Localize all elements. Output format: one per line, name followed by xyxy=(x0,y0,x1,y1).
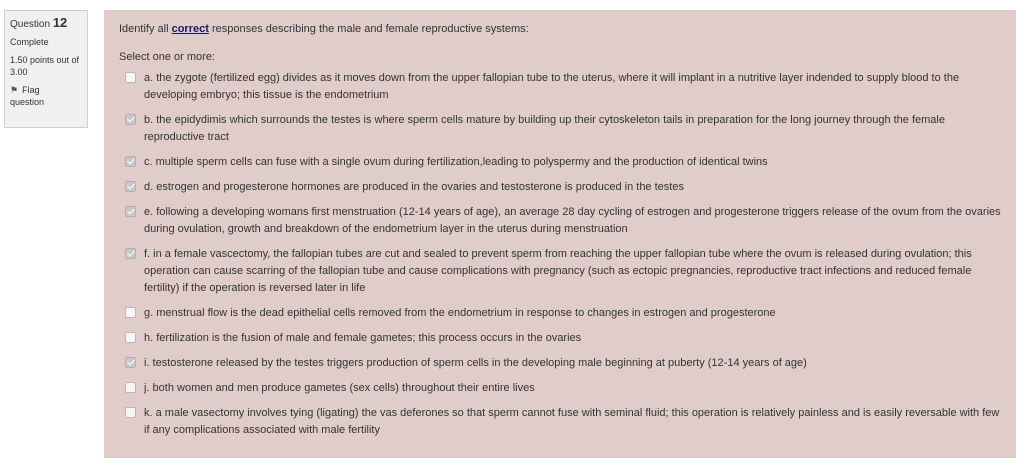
answer-option-text: e. following a developing womans first menstruation (12-14 years of age), an average 28 day cycling of estrogen and progesterone triggers release of the ovum from the ovaries during ovulation, growth and breakdown of the endometrium layer in the uterus during menstruation xyxy=(144,206,1001,235)
answer-checkbox[interactable] xyxy=(125,206,136,217)
answer-prompt: Select one or more: xyxy=(119,51,215,63)
answer-option-text: j. both women and men produce gametes (sex cells) throughout their entire lives xyxy=(144,382,535,394)
answer-option-text: a. the zygote (fertilized egg) divides as it moves down from the upper fallopian tube to the uterus, where it will implant in a nutritive layer indended to supply blood to the developing embryo; this tissue is the endometrium xyxy=(144,72,960,101)
answer-option[interactable] xyxy=(119,405,1001,439)
answer-option[interactable] xyxy=(119,380,1001,397)
answer-option[interactable] xyxy=(119,355,1001,372)
question-content xyxy=(104,10,1016,458)
answer-checkbox[interactable] xyxy=(125,357,136,368)
flag-label: Flag xyxy=(22,85,40,95)
question-label: Question xyxy=(10,19,51,30)
answer-option[interactable] xyxy=(119,246,1001,297)
answer-option-text: h. fertilization is the fusion of male and female gametes; this process occurs in the ovaries xyxy=(144,332,582,344)
answer-checkbox[interactable] xyxy=(125,307,136,318)
answer-list xyxy=(119,70,1001,439)
flag-icon: ⚑ xyxy=(10,85,19,95)
answer-checkbox[interactable] xyxy=(125,332,136,343)
answer-option-text: c. multiple sperm cells can fuse with a single ovum during fertilization,leading to polyspermy and the production of identical twins xyxy=(144,156,768,168)
answer-checkbox[interactable] xyxy=(125,72,136,83)
answer-option[interactable] xyxy=(119,204,1001,238)
answer-option-text: f. in a female vascectomy, the fallopian tubes are cut and sealed to prevent sperm from reaching the upper fallopian tube where the ovum is released during ovulation; this operation can cause scarring of the fallopian tube and cause complications with pregnancy (such as ectopic pregnancies, reproductive tract infections and reduced female fertility) if the operation is reversed later in life xyxy=(144,248,972,294)
answer-checkbox[interactable] xyxy=(125,407,136,418)
question-state: Complete xyxy=(10,37,49,47)
question-text-after: responses describing the male and female reproductive systems: xyxy=(208,23,529,35)
question-number-value: 12 xyxy=(52,15,68,30)
answer-option[interactable] xyxy=(119,112,1001,146)
answer-option-text: b. the epidydimis which surrounds the testes is where sperm cells mature by building up their cytoskeleton tails in preparation for the long journey through the female reproductive tract xyxy=(144,114,945,143)
answer-option-text: g. menstrual flow is the dead epithelial cells removed from the endometrium in response to changes in estrogen and progesterone xyxy=(144,307,776,319)
answer-option[interactable] xyxy=(119,70,1001,104)
answer-option-text: i. testosterone released by the testes triggers production of sperm cells in the developing male beginning at puberty (12-14 years of age) xyxy=(144,357,807,369)
question-info-panel xyxy=(4,10,88,128)
answer-option-text: d. estrogen and progesterone hormones are produced in the ovaries and testosterone is produced in the testes xyxy=(144,181,684,193)
answer-checkbox[interactable] xyxy=(125,114,136,125)
question-number xyxy=(10,16,82,32)
flag-question-link[interactable] xyxy=(10,84,82,108)
answer-option[interactable] xyxy=(119,305,1001,322)
question-grade: 1.50 points out of 3.00 xyxy=(10,55,80,77)
answer-checkbox[interactable] xyxy=(125,181,136,192)
question-text xyxy=(119,22,1001,36)
question-text-before: Identify all xyxy=(119,23,172,35)
answer-option-text: k. a male vasectomy involves tying (ligating) the vas deferones so that sperm cannot fuse with seminal fluid; this operation is relatively painless and is easily reversable with few if any complications associated with male fertility xyxy=(144,407,1000,436)
answer-option[interactable] xyxy=(119,179,1001,196)
answer-checkbox[interactable] xyxy=(125,156,136,167)
answer-option[interactable] xyxy=(119,330,1001,347)
question-text-emphasis: correct xyxy=(171,23,209,35)
answer-checkbox[interactable] xyxy=(125,382,136,393)
answer-option[interactable] xyxy=(119,154,1001,171)
flag-label-second: question xyxy=(10,97,45,107)
answer-checkbox[interactable] xyxy=(125,248,136,259)
